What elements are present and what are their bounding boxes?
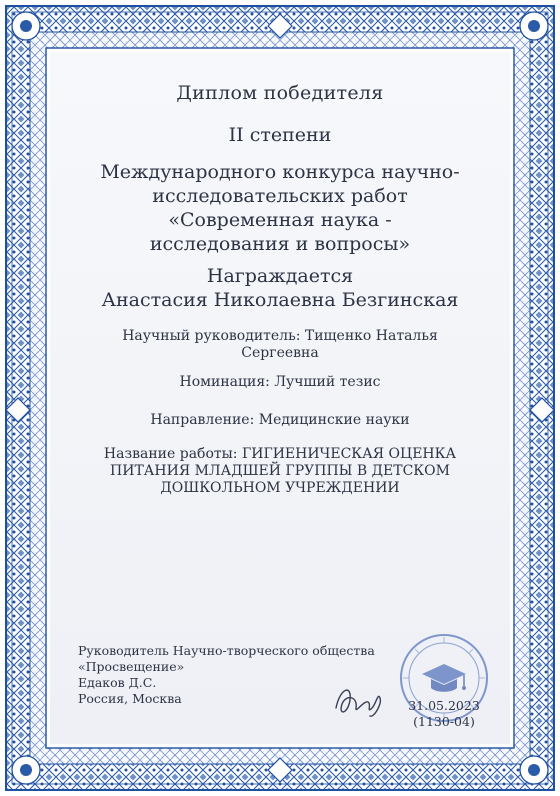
contest-line: исследования и вопросы» — [149, 233, 411, 255]
contest-line: исследовательских работ — [152, 185, 408, 207]
supervisor — [60, 328, 500, 362]
contest-name — [60, 160, 500, 256]
footer-line: Россия, Москва — [78, 691, 182, 706]
diploma-title: Диплом победителя — [176, 82, 384, 104]
footer-line: Руководитель Научно-творческого общества — [78, 643, 375, 658]
work-title-line: Название работы: ГИГИЕНИЧЕСКАЯ ОЦЕНКА — [103, 446, 457, 462]
footer-line: «Просвещение» — [78, 659, 185, 674]
recipient-name: Анастасия Николаевна Безгинская — [101, 289, 459, 311]
awarded-label: Награждается — [206, 265, 354, 287]
contest-line: «Современная наука - — [168, 209, 392, 231]
signature-mark — [330, 678, 390, 722]
footer-line: Едаков Д.С. — [78, 675, 157, 690]
registration-code: (1130-04) — [413, 714, 475, 729]
supervisor-line: Сергеевна — [241, 345, 319, 361]
work-title-line: ПИТАНИЯ МЛАДШЕЙ ГРУППЫ В ДЕТСКОМ — [110, 463, 450, 479]
award-block — [60, 264, 500, 312]
issue-date: 31.05.2023 — [408, 698, 480, 713]
date-block — [398, 698, 490, 730]
work-title-line: ДОШКОЛЬНОМ УЧРЕЖДЕНИИ — [160, 480, 400, 496]
direction: Направление: Медицинские науки — [150, 412, 410, 428]
supervisor-line: Научный руководитель: Тищенко Наталья — [122, 328, 438, 344]
nomination: Номинация: Лучший тезис — [179, 374, 381, 390]
diploma-degree: II степени — [228, 124, 332, 146]
work-title — [60, 446, 500, 497]
graduation-cap-icon — [422, 664, 466, 692]
contest-line: Международного конкурса научно- — [100, 161, 460, 183]
